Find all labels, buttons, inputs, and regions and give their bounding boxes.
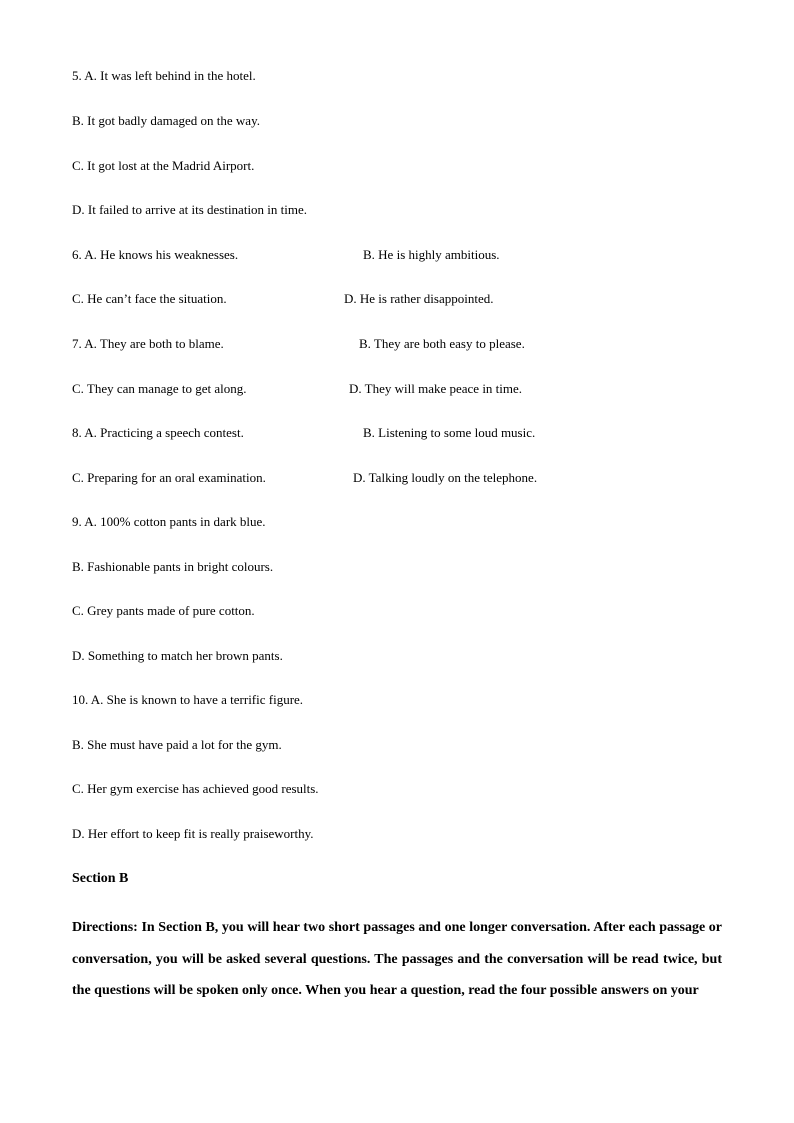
q6-option-c: C. He can’t face the situation. xyxy=(72,291,227,306)
section-b-directions: Directions: In Section B, you will hear two short passages and one longer conversation. After each passage or conversation, you will be asked several questions. The passages and the conversation will be read twice, but the questions will be spoken only once. When you hear a question, read the four possible answers on your xyxy=(72,920,722,998)
q10-option-c: C. Her gym exercise has achieved good results. xyxy=(72,781,319,796)
q9-option-b: B. Fashionable pants in bright colours. xyxy=(72,559,274,574)
q5-option-a: 5. A. It was left behind in the hotel. xyxy=(72,68,256,83)
q9-option-d: D. Something to match her brown pants. xyxy=(72,648,283,663)
q8-option-b: B. Listening to some loud music. xyxy=(363,425,536,440)
q7-option-d: D. They will make peace in time. xyxy=(349,381,523,396)
q8-option-c: C. Preparing for an oral examination. xyxy=(72,470,266,485)
section-b-heading: Section B xyxy=(72,871,129,886)
q5-option-d: D. It failed to arrive at its destination in time. xyxy=(72,202,308,217)
q5-option-c: C. It got lost at the Madrid Airport. xyxy=(72,158,255,173)
q8-option-a: 8. A. Practicing a speech contest. xyxy=(72,425,244,440)
q7-option-c: C. They can manage to get along. xyxy=(72,381,247,396)
q5-option-b: B. It got badly damaged on the way. xyxy=(72,113,260,128)
q10-option-d: D. Her effort to keep fit is really praiseworthy. xyxy=(72,826,314,841)
q10-option-b: B. She must have paid a lot for the gym. xyxy=(72,737,282,752)
q8-option-d: D. Talking loudly on the telephone. xyxy=(353,470,538,485)
q10-option-a: 10. A. She is known to have a terrific figure. xyxy=(72,692,304,707)
q6-option-d: D. He is rather disappointed. xyxy=(344,291,494,306)
q9-option-a: 9. A. 100% cotton pants in dark blue. xyxy=(72,514,266,529)
q6-option-b: B. He is highly ambitious. xyxy=(363,247,500,262)
q7-option-a: 7. A. They are both to blame. xyxy=(72,336,224,351)
q9-option-c: C. Grey pants made of pure cotton. xyxy=(72,603,255,618)
q7-option-b: B. They are both easy to please. xyxy=(359,336,525,351)
q6-option-a: 6. A. He knows his weaknesses. xyxy=(72,247,239,262)
